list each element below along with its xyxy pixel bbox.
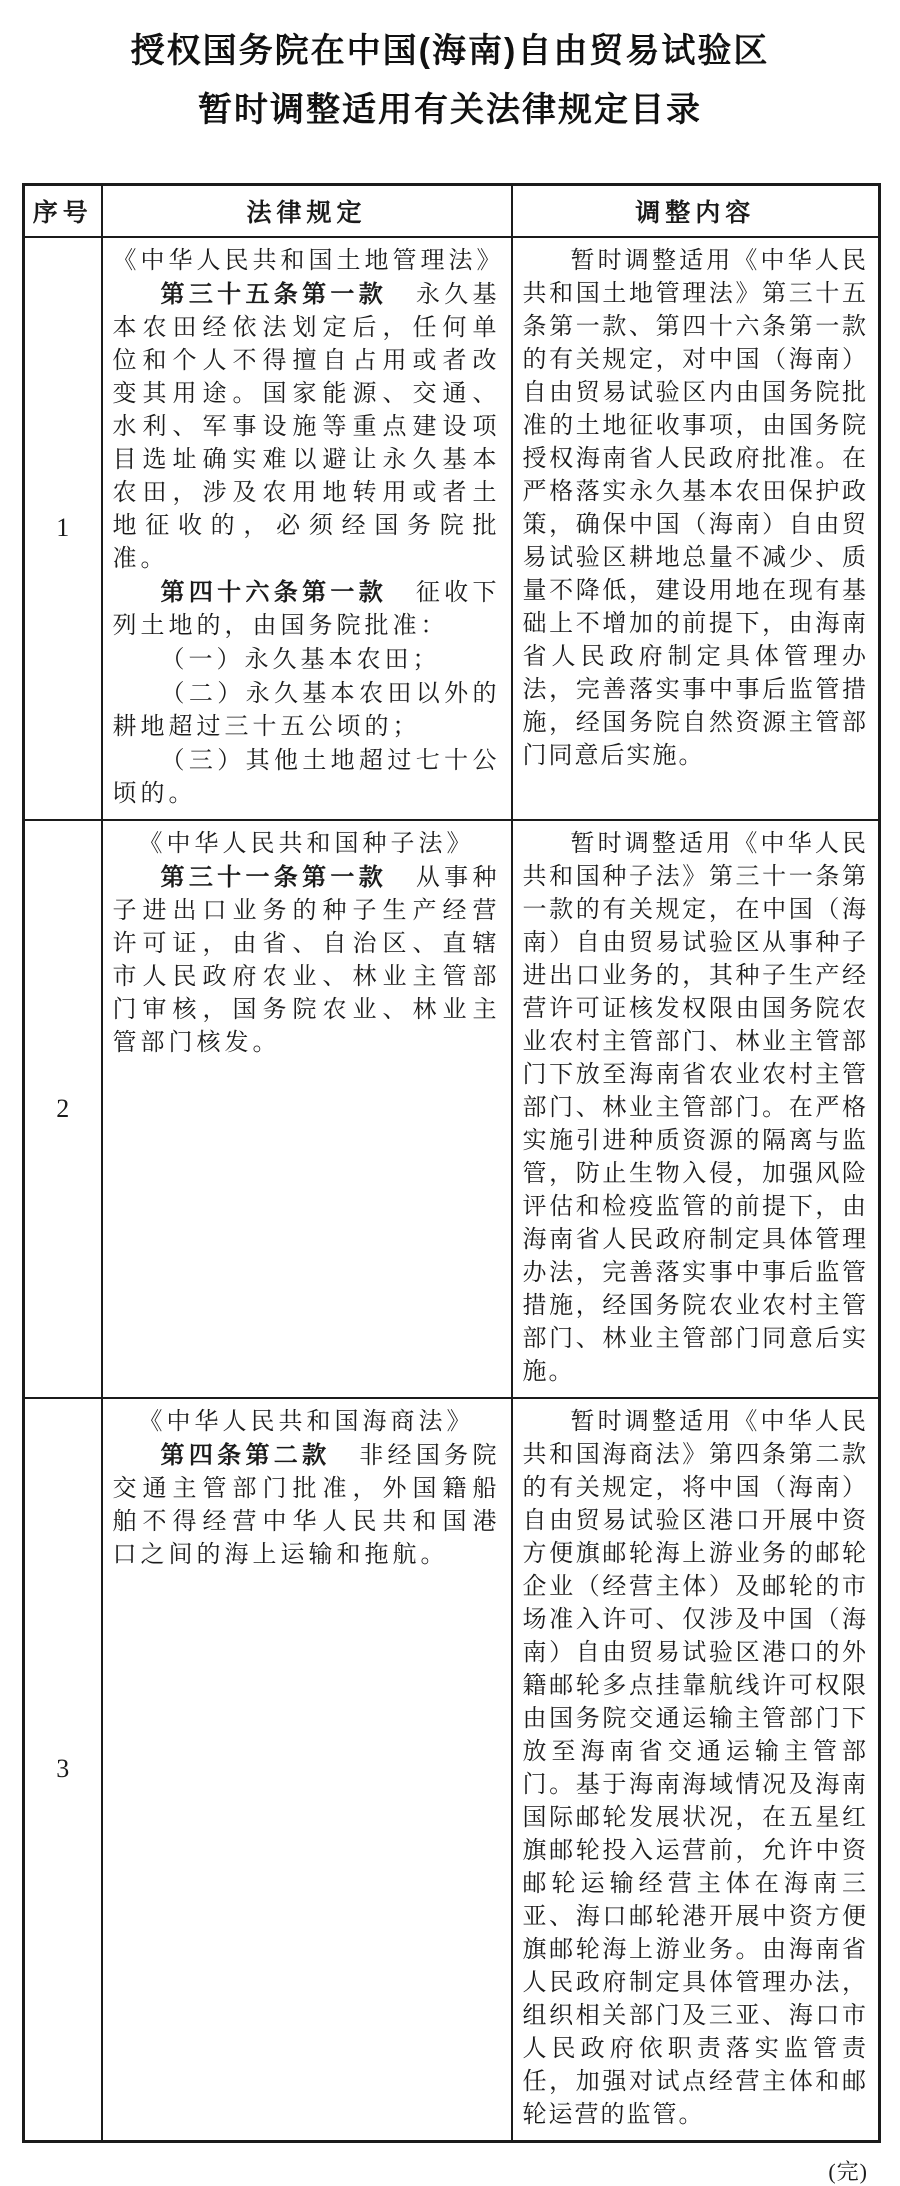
provision-heading: 第四十六条第一款 [160,578,388,606]
provision-text: （三）其他土地超过七十公顷的。 [112,747,501,807]
provision-heading: 第三十一条第一款 [160,863,388,891]
provision-text: 征收下列土地的，由国务院批准： [112,579,501,639]
provision-paragraph [113,1439,501,1572]
adjustment-cell [512,1398,880,2142]
end-mark: (完) [828,2158,868,2184]
provision-text: 非经国务院交通主管部门批准，外国籍船舶不得经营中华人民共和国港口之间的海上运输和拖航。 [112,1442,501,1568]
provision-heading: 第三十五条第一款 [160,280,388,308]
provision-text: （一）永久基本农田； [160,646,441,673]
provision-paragraph [113,744,501,811]
document-title [0,22,900,140]
law-provision-cell [102,1398,512,2142]
provision-heading: 第四条第二款 [160,1441,331,1469]
law-name: 《中华人民共和国海商法》 [138,1408,475,1435]
column-header-adjustment: 调整内容 [512,185,880,237]
law-provision-cell [102,237,512,820]
adjustment-cell [512,237,880,820]
law-name: 《中华人民共和国种子法》 [138,830,475,857]
provision-paragraph [113,576,501,643]
adjustment-text: 暂时调整适用《中华人民共和国土地管理法》第三十五条第一款、第四十六条第一款的有关规定，对中国（海南）自由贸易试验区内由国务院批准的土地征收事项，由国务院授权海南省人民政府批准。在严格落实永久基本农田保护政策，确保中国（海南）自由贸易试验区耕地总量不减少、质量不降低，建设用地在现有基础上不增加的前提下，由海南省人民政府制定具体管理办法，完善落实事中事后监管措施，经国务院自然资源主管部门同意后实施。 [522,247,868,769]
provision-paragraph [113,643,501,677]
provision-text: 永久基本农田经依法划定后，任何单位和个人不得擅自占用或者改变其用途。国家能源、交通、水利、军事设施等重点建设项目选址确实难以避让永久基本农田，涉及农用地转用或者土地征收的，必须经国务院批准。 [112,281,501,572]
provision-paragraph [113,677,501,744]
adjustment-text: 暂时调整适用《中华人民共和国海商法》第四条第二款的有关规定，将中国（海南）自由贸易试验区港口开展中资方便旗邮轮海上游业务的邮轮企业（经营主体）及邮轮的市场准入许可、仅涉及中国（海南）自由贸易试验区港口的外籍邮轮多点挂靠航线许可权限由国务院交通运输主管部门下放至海南省交通运输主管部门。基于海南海域情况及海南国际邮轮发展状况，在五星红旗邮轮投入运营前，允许中资邮轮运输经营主体在海南三亚、海口邮轮港开展中资方便旗邮轮海上游业务。由海南省人民政府制定具体管理办法，组织相关部门及三亚、海口市人民政府依职责落实监管责任，加强对试点经营主体和邮轮运营的监管。 [522,1408,868,2128]
row-index: 1 [24,237,102,820]
title-line-1: 授权国务院在中国(海南)自由贸易试验区 [130,32,770,70]
table-header-row [24,185,880,237]
table-row [24,1398,880,2142]
law-adjustment-table [22,183,881,2143]
provision-text: （二）永久基本农田以外的耕地超过三十五公顷的； [112,680,501,740]
provision-paragraph [113,278,501,576]
law-provision-cell [102,820,512,1398]
provision-text: 从事种子进出口业务的种子生产经营许可证，由省、自治区、直辖市人民政府农业、林业主管部门审核，国务院农业、林业主管部门核发。 [112,864,501,1056]
column-header-index: 序号 [24,185,102,237]
row-index: 3 [24,1398,102,2142]
title-line-2: 暂时调整适用有关法律规定目录 [198,91,702,129]
provision-paragraph [113,861,501,1060]
column-header-law: 法律规定 [102,185,512,237]
adjustment-text: 暂时调整适用《中华人民共和国种子法》第三十一条第一款的有关规定，在中国（海南）自由贸易试验区从事种子进出口业务的，其种子生产经营许可证核发权限由国务院农业农村主管部门、林业主管部门下放至海南省农业农村主管部门、林业主管部门。在严格实施引进种质资源的隔离与监管，防止生物入侵，加强风险评估和检疫监管的前提下，由海南省人民政府制定具体管理办法，完善落实事中事后监管措施，经国务院农业农村主管部门、林业主管部门同意后实施。 [522,830,868,1385]
adjustment-cell [512,820,880,1398]
law-name: 《中华人民共和国土地管理法》 [112,247,505,274]
table-row [24,237,880,820]
table-row [24,820,880,1398]
row-index: 2 [24,820,102,1398]
